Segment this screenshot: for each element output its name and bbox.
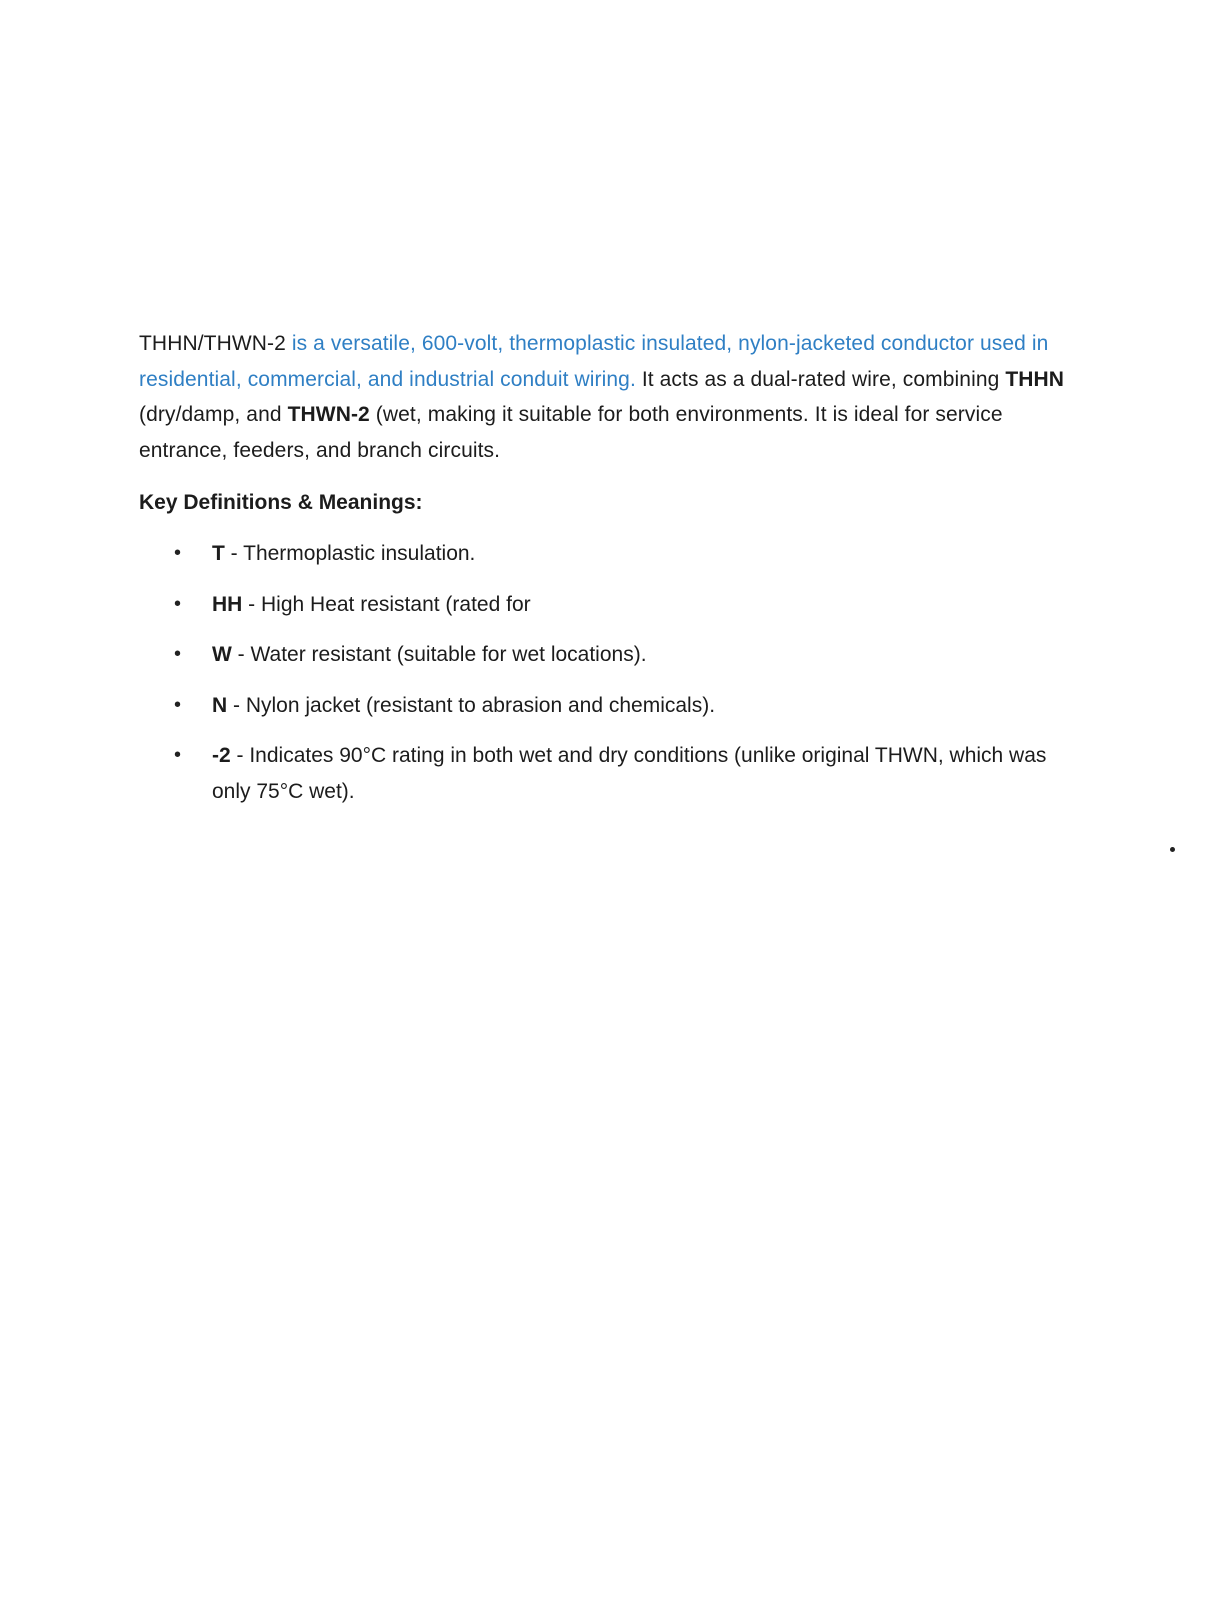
intro-bold-thhn: THHN [1005, 367, 1065, 391]
bullet-icon: • [174, 744, 182, 766]
bullet-icon: • [174, 592, 182, 615]
list-item [139, 688, 1089, 724]
intro-text-1: It acts as a dual-rated wire, combining [635, 367, 1006, 391]
document-body [139, 326, 1089, 824]
definition-term: HH [212, 592, 243, 616]
definition-description: - Nylon jacket (resistant to abrasion and chemicals). [227, 693, 716, 717]
intro-lead: THHN/THWN-2 [139, 332, 292, 355]
definition-term: -2 [212, 744, 231, 767]
definition-description: - Thermoplastic insulation. [224, 542, 476, 565]
definition-description: - High Heat resistant (rated for [242, 592, 531, 616]
definition-description: - Indicates 90°C rating in both wet and dry conditions (unlike original THWN, which was only 75°C wet). [212, 744, 1047, 803]
intro-bold-thwn2: THWN-2 [287, 403, 370, 426]
intro-highlight: is a versatile, 600-volt, thermoplastic insulated, nylon-jacketed conductor used in residential, commercial, and industrial conduit wiring. [139, 332, 1049, 391]
definitions-list [139, 536, 1089, 809]
intro-text-3: (wet, making it suitable for both environments. It is ideal for service entrance, feeders, and branch circuits. [139, 403, 1003, 462]
section-heading: Key Definitions & Meanings: [139, 491, 423, 514]
bullet-icon: • [174, 643, 182, 665]
intro-paragraph [139, 326, 1089, 468]
list-item [139, 738, 1089, 809]
list-item [139, 637, 1089, 673]
list-item [139, 587, 1089, 623]
scan-speck [1170, 847, 1175, 852]
intro-text-2: (dry/damp, and [139, 403, 288, 426]
list-item [139, 536, 1089, 572]
definition-term: W [212, 643, 232, 666]
definition-term: T [212, 542, 225, 565]
definition-term: N [212, 693, 228, 717]
bullet-icon: • [174, 542, 182, 564]
bullet-icon: • [174, 693, 182, 716]
definition-description: - Water resistant (suitable for wet locations). [231, 643, 647, 666]
